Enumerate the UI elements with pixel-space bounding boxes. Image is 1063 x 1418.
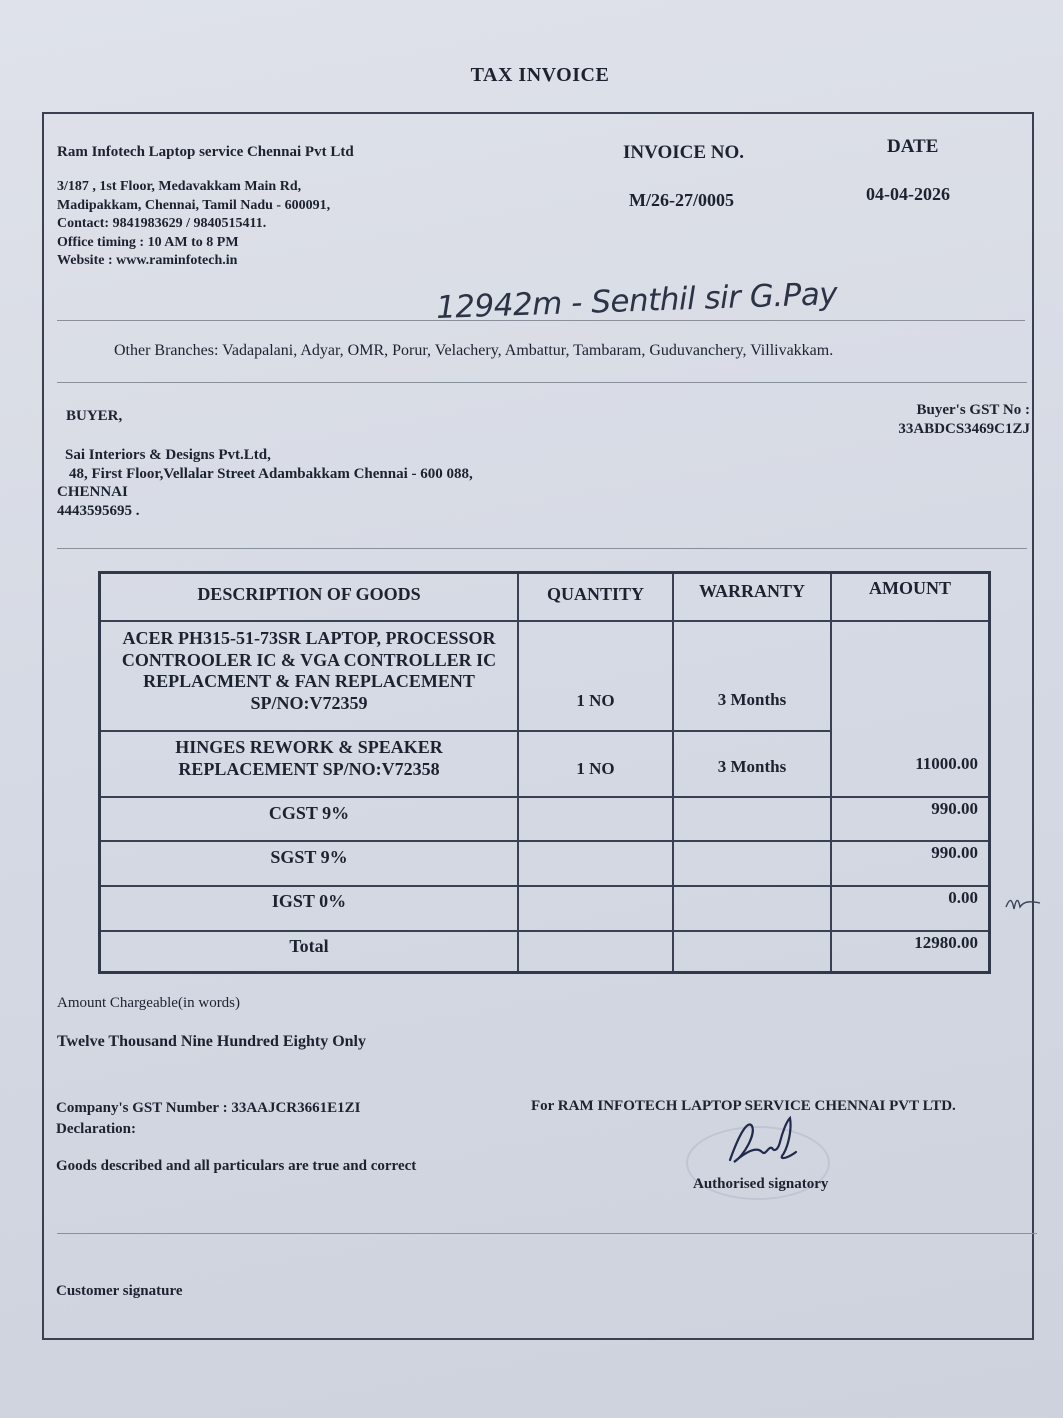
item-description-line: REPLACMENT & FAN REPLACEMENT (143, 671, 475, 691)
table-row-divider (101, 730, 832, 732)
signature-icon (722, 1112, 802, 1172)
summary-amount-total: 12980.00 (914, 933, 978, 952)
divider (57, 1233, 1037, 1234)
invoice-number-value: M/26-27/0005 (629, 190, 734, 210)
item-description-line: HINGES REWORK & SPEAKER (175, 737, 443, 757)
header-amount: AMOUNT (869, 578, 951, 598)
buyer-city: CHENNAI (57, 484, 128, 500)
header-quantity: QUANTITY (546, 584, 644, 604)
date-label: DATE (887, 136, 939, 157)
seller-website: Website : www.raminfotech.in (57, 253, 238, 268)
summary-amount-cgst: 990.00 (931, 799, 978, 818)
invoice-number-label: INVOICE NO. (623, 142, 745, 163)
seller-address-line: Madipakkam, Chennai, Tamil Nadu - 600091, (57, 197, 331, 213)
item-description-line: SP/NO:V72359 (250, 692, 368, 713)
amount-in-words-value: Twelve Thousand Nine Hundred Eighty Only (57, 1033, 366, 1050)
buyer-phone: 4443595695 . (57, 502, 140, 519)
table-row-divider (101, 885, 988, 887)
summary-label-igst: IGST 0% (271, 891, 347, 911)
table-row-divider (101, 840, 988, 842)
summary-label-total: Total (289, 936, 329, 956)
seller-name: Ram Infotech Laptop service Chennai Pvt Ltd (57, 144, 354, 160)
document-title: TAX INVOICE (470, 64, 610, 86)
item-quantity: 1 NO (576, 759, 615, 778)
declaration-label: Declaration: (56, 1121, 136, 1137)
seller-address (57, 178, 330, 271)
summary-label-sgst: SGST 9% (270, 847, 348, 867)
item-description-line: ACER PH315-51-73SR LAPTOP, PROCESSOR (122, 628, 496, 648)
company-gst-number: Company's GST Number : 33AAJCR3661E1ZI (56, 1100, 361, 1116)
buyer-name: Sai Interiors & Designs Pvt.Ltd, (65, 447, 271, 463)
customer-signature-label: Customer signature (56, 1283, 183, 1299)
handwritten-payment-note: 12942m - Senthil sir G.Pay (435, 276, 838, 326)
divider (57, 382, 1027, 383)
for-company-label: For RAM INFOTECH LAPTOP SERVICE CHENNAI PVT LTD. (531, 1098, 956, 1114)
summary-amount-igst: 0.00 (948, 888, 978, 907)
item-quantity: 1 NO (576, 691, 615, 710)
table-row-divider (101, 796, 988, 798)
buyer-address: 48, First Floor,Vellalar Street Adambakkam Chennai - 600 088, (69, 465, 473, 482)
seller-address-line: 3/187 , 1st Floor, Medavakkam Main Rd, (57, 179, 302, 194)
authorised-signatory-label: Authorised signatory (693, 1176, 829, 1192)
goods-table (98, 571, 991, 974)
item-warranty: 3 Months (717, 690, 787, 709)
buyer-label: BUYER, (66, 408, 123, 424)
divider (57, 548, 1027, 549)
buyer-gst-value: 33ABDCS3469C1ZJ (898, 421, 1030, 437)
item-warranty: 3 Months (717, 757, 787, 776)
divider (57, 320, 1025, 321)
buyer-gst-label: Buyer's GST No : (916, 402, 1030, 418)
item-description-line: REPLACEMENT SP/NO:V72358 (178, 758, 440, 779)
summary-amount-sgst: 990.00 (931, 843, 978, 862)
summary-label-cgst: CGST 9% (268, 803, 350, 823)
table-row-divider (101, 620, 988, 622)
handwritten-tick-icon (1004, 893, 1042, 915)
buyer-details (57, 446, 473, 520)
date-value: 04-04-2026 (866, 184, 950, 204)
item-description-line: CONTROOLER IC & VGA CONTROLLER IC (121, 649, 497, 670)
item-description (101, 737, 517, 780)
header-warranty: WARRANTY (698, 581, 805, 601)
seller-contact: Contact: 9841983629 / 9840515411. (57, 216, 267, 231)
header-description: DESCRIPTION OF GOODS (197, 584, 421, 604)
seller-office-timing: Office timing : 10 AM to 8 PM (57, 234, 239, 250)
table-row-divider (101, 930, 988, 932)
other-branches: Other Branches: Vadapalani, Adyar, OMR, Porur, Velachery, Ambattur, Tambaram, Guduvanchery, Villivakkam. (114, 342, 834, 359)
declaration-text: Goods described and all particulars are true and correct (56, 1158, 417, 1174)
items-amount: 11000.00 (915, 754, 978, 773)
item-description (101, 628, 517, 714)
amount-in-words-label: Amount Chargeable(in words) (57, 995, 241, 1011)
